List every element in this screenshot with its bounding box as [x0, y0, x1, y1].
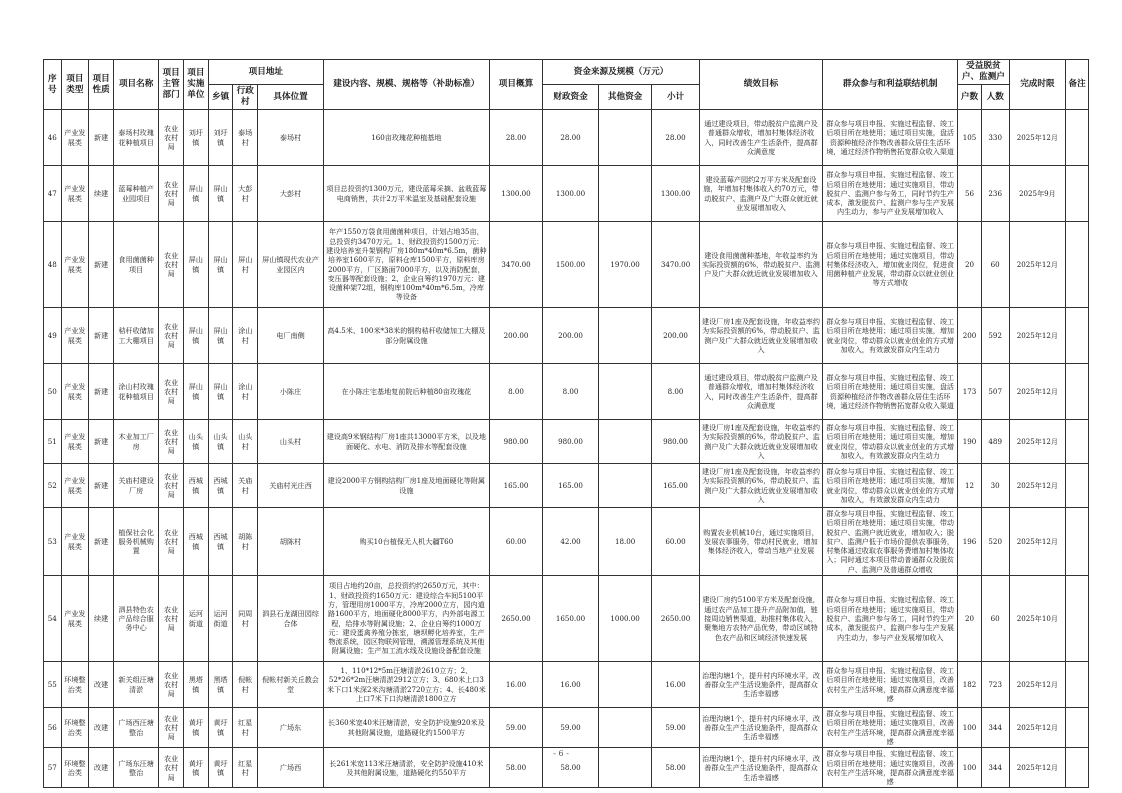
other-cell: 18.00	[598, 508, 652, 576]
header-goal: 绩效目标	[699, 60, 823, 110]
content-cell: 1、110*12*5m汪塘清淤2610立方；2、52*26*2m汪塘清淤2912立方；3、680米上口3米下口1米深2米沟塘清淤2720立方；4、长480米上口7米下口沟塘清淤1800立方	[323, 662, 489, 708]
village-cell: 涂山村	[233, 308, 258, 364]
location-cell: 广场西	[258, 748, 324, 788]
nature-cell: 新建	[89, 364, 114, 420]
location-cell: 泗县石龙湖田园综合体	[258, 576, 324, 662]
content-cell: 长261米宽113米汪塘清淤，安全防护设施410米及其他附属设施，道路硬化约550平方	[323, 748, 489, 788]
name-cell: 蓝莓种植产业园项目	[113, 166, 158, 222]
seq-cell: 53	[44, 508, 62, 576]
table-row	[44, 308, 1089, 364]
village-cell: 同周村	[233, 576, 258, 662]
seq-cell: 47	[44, 166, 62, 222]
deadline-cell: 2025年9月	[1009, 166, 1066, 222]
subtotal-cell: 165.00	[652, 464, 699, 508]
town-cell: 黄圩镇	[208, 748, 233, 788]
header-dept: 项目主管部门	[159, 60, 184, 110]
seq-cell: 52	[44, 464, 62, 508]
town-cell: 黄圩镇	[208, 708, 233, 748]
goal-cell: 治理沟塘1个，提升村内环境水平，改善群众生产生活设施条件，提高群众生活幸福感	[699, 662, 823, 708]
town-cell: 西城镇	[208, 508, 233, 576]
impl-cell: 屏山镇	[183, 364, 208, 420]
impl-cell: 屏山镇	[183, 166, 208, 222]
subtotal-cell: 60.00	[652, 508, 699, 576]
fiscal-cell: 980.00	[543, 420, 599, 464]
people-cell: 60	[981, 222, 1009, 308]
people-cell: 344	[981, 748, 1009, 788]
impl-cell: 运河街道	[183, 576, 208, 662]
dept-cell: 农业农村局	[159, 110, 184, 166]
header-budget: 项目概算	[489, 60, 543, 110]
households-cell: 100	[958, 748, 982, 788]
impl-cell: 西城镇	[183, 508, 208, 576]
households-cell: 20	[958, 576, 982, 662]
mechanism-cell: 群众参与项目申报、实施过程监督、竣工后项目所在地使用；通过项目实施，增加就业岗位，带动群众以就业创业的方式增加收入，有效激发群众内生动力	[823, 420, 958, 464]
remark-cell	[1066, 110, 1089, 166]
type-cell: 产业发展类	[61, 110, 89, 166]
type-cell: 产业发展类	[61, 166, 89, 222]
fiscal-cell: 1650.00	[543, 576, 599, 662]
remark-cell	[1066, 508, 1089, 576]
table-row	[44, 508, 1089, 576]
mechanism-cell: 群众参与项目申报、实施过程监督、竣工后项目所在地使用；通过实施项目，带动脱贫户、监测户参与务工，同时节约生产成本，激发脱贫户、监测户参与生产发展内生动力，参与产业发展增加收入	[823, 576, 958, 662]
name-cell: 关庙村建设厂房	[113, 464, 158, 508]
seq-cell: 46	[44, 110, 62, 166]
budget-cell: 980.00	[489, 420, 543, 464]
name-cell: 植保社会化服务机械购置	[113, 508, 158, 576]
households-cell: 182	[958, 662, 982, 708]
village-cell: 泰场村	[233, 110, 258, 166]
town-cell: 屏山镇	[208, 222, 233, 308]
people-cell: 507	[981, 364, 1009, 420]
mechanism-cell: 群众参与项目申报、实施过程监督、竣工后项目所在地使用；通过实施项目，改善农村生产生活环境，提高群众满意度幸福感	[823, 748, 958, 788]
mechanism-cell: 群众参与项目申报、实施过程监督、竣工后项目所在地使用；通过项目实施，盘活资源种植经济作物改善群众居住生活环境，通过经济作物销售拓宽群众收入渠道	[823, 110, 958, 166]
subtotal-cell: 2650.00	[652, 576, 699, 662]
content-cell: 建设2000平方钢构结构厂房1座及地面硬化等附属设施	[323, 464, 489, 508]
budget-cell: 200.00	[489, 308, 543, 364]
people-cell: 60	[981, 576, 1009, 662]
households-cell: 200	[958, 308, 982, 364]
impl-cell: 刘圩镇	[183, 110, 208, 166]
name-cell: 秸秆收储加工大棚项目	[113, 308, 158, 364]
table-row	[44, 222, 1089, 308]
budget-cell: 28.00	[489, 110, 543, 166]
mechanism-cell: 群众参与项目申报、实施过程监督、竣工后项目所在地使用；通过项目实施，增加就业岗位，带动群众以就业创业的方式增加收入，有效激发群众内生动力	[823, 308, 958, 364]
other-cell	[598, 708, 652, 748]
fiscal-cell: 28.00	[543, 110, 599, 166]
header-benefit: 受益脱贫户、监测户	[958, 60, 1009, 85]
remark-cell	[1066, 364, 1089, 420]
village-cell: 红星村	[233, 748, 258, 788]
fiscal-cell: 8.00	[543, 364, 599, 420]
village-cell: 关庙村	[233, 464, 258, 508]
type-cell: 产业发展类	[61, 308, 89, 364]
other-cell	[598, 110, 652, 166]
name-cell: 泰场村玫瑰花种植项目	[113, 110, 158, 166]
nature-cell: 改建	[89, 662, 114, 708]
header-village: 行政村	[233, 85, 258, 110]
remark-cell	[1066, 576, 1089, 662]
header-fiscal: 财政资金	[543, 85, 599, 110]
fiscal-cell: 1500.00	[543, 222, 599, 308]
goal-cell: 建设蓝莓产园约2万平方米及配套设施，年增加村集体收入约70万元，带动脱贫户、监测户及广大群众就近就业发展增加收入	[699, 166, 823, 222]
subtotal-cell: 1300.00	[652, 166, 699, 222]
header-address: 项目地址	[208, 60, 323, 85]
type-cell: 产业发展类	[61, 222, 89, 308]
location-cell: 倪帐村新关丘教会堂	[258, 662, 324, 708]
village-cell: 倪帐村	[233, 662, 258, 708]
goal-cell: 治理沟塘1个，提升村内环境水平，改善群众生产生活设施条件，提高群众生活幸福感	[699, 708, 823, 748]
type-cell: 环境整治类	[61, 708, 89, 748]
dept-cell: 农业农村局	[159, 364, 184, 420]
remark-cell	[1066, 222, 1089, 308]
impl-cell: 黑塔镇	[183, 662, 208, 708]
dept-cell: 农业农村局	[159, 222, 184, 308]
header-nature: 项目性质	[89, 60, 114, 110]
village-cell: 胡陈村	[233, 508, 258, 576]
table-row	[44, 420, 1089, 464]
seq-cell: 50	[44, 364, 62, 420]
people-cell: 592	[981, 308, 1009, 364]
location-cell: 关庙村光庄西	[258, 464, 324, 508]
fiscal-cell: 165.00	[543, 464, 599, 508]
fiscal-cell: 16.00	[543, 662, 599, 708]
name-cell: 广场东汪塘整治	[113, 748, 158, 788]
name-cell: 广场西汪塘整治	[113, 708, 158, 748]
header-funding: 资金来源及规模（万元）	[543, 60, 699, 85]
remark-cell	[1066, 662, 1089, 708]
remark-cell	[1066, 464, 1089, 508]
other-cell	[598, 364, 652, 420]
mechanism-cell: 群众参与项目申报、实施过程监督、竣工后项目所在地使用；通过项目实施，盘活资源种植经济作物改善群众居住生活环境，通过经济作物销售拓宽群众收入渠道	[823, 364, 958, 420]
deadline-cell: 2025年12月	[1009, 364, 1066, 420]
remark-cell	[1066, 420, 1089, 464]
village-cell: 山头村	[233, 420, 258, 464]
name-cell: 泗县特色农产品综合服务中心	[113, 576, 158, 662]
fiscal-cell: 58.00	[543, 748, 599, 788]
deadline-cell: 2025年12月	[1009, 420, 1066, 464]
goal-cell: 建设厂房1座及配套设施，年收益率约为实际投资额的6%，带动脱贫户、监测户及广大群众就近就业发展增加收入	[699, 420, 823, 464]
header-impl: 项目实施单位	[183, 60, 208, 110]
location-cell: 广场东	[258, 708, 324, 748]
households-cell: 100	[958, 708, 982, 748]
nature-cell: 改建	[89, 748, 114, 788]
deadline-cell: 2025年12月	[1009, 222, 1066, 308]
nature-cell: 新建	[89, 308, 114, 364]
seq-cell: 55	[44, 662, 62, 708]
town-cell: 屏山镇	[208, 166, 233, 222]
table-row	[44, 576, 1089, 662]
people-cell: 30	[981, 464, 1009, 508]
project-table	[43, 59, 1089, 788]
deadline-cell: 2025年12月	[1009, 508, 1066, 576]
town-cell: 屏山镇	[208, 364, 233, 420]
people-cell: 520	[981, 508, 1009, 576]
dept-cell: 农业农村局	[159, 576, 184, 662]
dept-cell: 农业农村局	[159, 508, 184, 576]
seq-cell: 54	[44, 576, 62, 662]
table-row	[44, 110, 1089, 166]
type-cell: 产业发展类	[61, 364, 89, 420]
content-cell: 项目占地约20亩，总投资约约2650万元，其中：1、财政投资约1650万元：建设综合车间5100平方，管理用房1000平方，冷库2000立方，园内道路1600平方，地面硬化8000平方，内外部电源工程，给排水等附属设施；2、企业自筹约1000万元：建设蛋禽养殖分拣室，塘坝孵化培养室，生产物流系统，园区物联网管理，溯源管理系统及其他附属设施；生产加工流水线及设施设备配套设施	[323, 576, 489, 662]
content-cell: 160亩玫瑰花种植基地	[323, 110, 489, 166]
content-cell: 年产1550万袋食用菌菌种项目，计划占地35亩，总投资约3470万元。1、财政投资约1500万元：建设培养室升架钢构厂房180m*40m*6.5m，菌种培养室1600平方，原料仓库1500平方，原料库房2000平方，厂区路面7000平方，以及消防配套，变压器等配套设施；2、企业自筹约1970万元：建设菌种架72组，钢构库100m*40m*6.5m，冷库等设备	[323, 222, 489, 308]
type-cell: 环境整治类	[61, 662, 89, 708]
people-cell: 330	[981, 110, 1009, 166]
nature-cell: 续建	[89, 166, 114, 222]
header-remark: 备注	[1066, 60, 1089, 110]
goal-cell: 通过建设项目，带动脱贫户监测户及普通群众增收，增加村集体经济收入，同时改善生产生活条件，提高群众满意度	[699, 364, 823, 420]
deadline-cell: 2025年10月	[1009, 576, 1066, 662]
goal-cell: 通过建设项目，带动脱贫户监测户及普通群众增收，增加村集体经济收入，同时改善生产生活条件，提高群众满意度	[699, 110, 823, 166]
subtotal-cell: 28.00	[652, 110, 699, 166]
fiscal-cell: 59.00	[543, 708, 599, 748]
village-cell: 大彭村	[233, 166, 258, 222]
town-cell: 山头镇	[208, 420, 233, 464]
town-cell: 屏山镇	[208, 308, 233, 364]
seq-cell: 56	[44, 708, 62, 748]
budget-cell: 59.00	[489, 708, 543, 748]
header-other: 其他资金	[598, 85, 652, 110]
dept-cell: 农业农村局	[159, 420, 184, 464]
subtotal-cell: 58.00	[652, 748, 699, 788]
goal-cell: 建设厂房1座及配套设施，年收益率约为实际投资额的6%，带动脱贫户、监测户及广大群众就近就业发展增加收入	[699, 308, 823, 364]
households-cell: 12	[958, 464, 982, 508]
other-cell	[598, 662, 652, 708]
budget-cell: 16.00	[489, 662, 543, 708]
header-deadline: 完成时限	[1009, 60, 1066, 110]
location-cell: 山头村	[258, 420, 324, 464]
header-mechanism: 群众参与和利益联结机制	[823, 60, 958, 110]
impl-cell: 黄圩镇	[183, 708, 208, 748]
budget-cell: 60.00	[489, 508, 543, 576]
impl-cell: 西城镇	[183, 464, 208, 508]
subtotal-cell: 3470.00	[652, 222, 699, 308]
header-content: 建设内容、规模、规格等（补助标准）	[323, 60, 489, 110]
dept-cell: 农业农村局	[159, 308, 184, 364]
nature-cell: 新建	[89, 420, 114, 464]
town-cell: 运河街道	[208, 576, 233, 662]
budget-cell: 165.00	[489, 464, 543, 508]
goal-cell: 建设厂房约5100平方米及配套设施，通过农产品加工提升产品附加值，链接周边销售渠道，助推村集体收入，聚集地方农特产品优势，带动区域特色农产品和区域经济快速发展	[699, 576, 823, 662]
mechanism-cell: 群众参与项目申报、实施过程监督、竣工后项目所在地使用；通过项目实施，带动脱贫户、监测户就近就业，增加收入；脱贫户、监测户低于市场价提供农事服务，村集体通过收取农事服务费增加村集体收入；同时通过本项目带动普通群众及脱贫户、监测户及普通群众增收	[823, 508, 958, 576]
type-cell: 产业发展类	[61, 420, 89, 464]
dept-cell: 农业农村局	[159, 166, 184, 222]
location-cell: 大彭村	[258, 166, 324, 222]
impl-cell: 山头镇	[183, 420, 208, 464]
deadline-cell: 2025年12月	[1009, 662, 1066, 708]
goal-cell: 建设食用菌菌种基地，年收益率约为实际投资额的6%，带动脱贫户、监测户及广大群众就近就业发展增加收入	[699, 222, 823, 308]
households-cell: 190	[958, 420, 982, 464]
remark-cell	[1066, 166, 1089, 222]
header-type: 项目类型	[61, 60, 89, 110]
other-cell	[598, 464, 652, 508]
subtotal-cell: 980.00	[652, 420, 699, 464]
nature-cell: 新建	[89, 464, 114, 508]
other-cell	[598, 308, 652, 364]
households-cell: 105	[958, 110, 982, 166]
header-seq: 序号	[44, 60, 62, 110]
budget-cell: 58.00	[489, 748, 543, 788]
header-name: 项目名称	[113, 60, 158, 110]
people-cell: 236	[981, 166, 1009, 222]
subtotal-cell: 8.00	[652, 364, 699, 420]
content-cell: 项目总投资约1300万元，建设蓝莓采摘、盆栽蓝莓电商销售，共计2万平米温室及基础配套设施	[323, 166, 489, 222]
impl-cell: 屏山镇	[183, 222, 208, 308]
people-cell: 723	[981, 662, 1009, 708]
name-cell: 新关组汪塘清淤	[113, 662, 158, 708]
mechanism-cell: 群众参与项目申报、实施过程监督、竣工后项目所在地使用；通过实施项目，带动脱贫户、监测户参与务工，同时节约生产成本，激发脱贫户、监测户参与生产发展内生动力，参与产业发展增加收入	[823, 166, 958, 222]
mechanism-cell: 群众参与项目申报、实施过程监督、竣工后项目所在地使用；通过实施项目，带动村集体经济收入，增加就业岗位，促进食用菌种植产业发展，带动群众以就业创业等方式增收	[823, 222, 958, 308]
other-cell	[598, 420, 652, 464]
households-cell: 196	[958, 508, 982, 576]
deadline-cell: 2025年12月	[1009, 110, 1066, 166]
people-cell: 344	[981, 708, 1009, 748]
name-cell: 食用菌菌种项目	[113, 222, 158, 308]
other-cell	[598, 166, 652, 222]
town-cell: 黑塔镇	[208, 662, 233, 708]
seq-cell: 48	[44, 222, 62, 308]
deadline-cell: 2025年12月	[1009, 708, 1066, 748]
header-people: 人数	[981, 85, 1009, 110]
content-cell: 建设高9米钢结构厂房1座共13000平方米，以及地面硬化、水电、消防及排水等配套设施	[323, 420, 489, 464]
dept-cell: 农业农村局	[159, 662, 184, 708]
content-cell: 购买10台植保无人机大疆T60	[323, 508, 489, 576]
header-location: 具体位置	[258, 85, 324, 110]
budget-cell: 8.00	[489, 364, 543, 420]
location-cell: 电厂南侧	[258, 308, 324, 364]
name-cell: 涂山村玫瑰花种植项目	[113, 364, 158, 420]
village-cell: 涂山村	[233, 364, 258, 420]
deadline-cell: 2025年12月	[1009, 748, 1066, 788]
header-subtotal: 小计	[652, 85, 699, 110]
location-cell: 泰场村	[258, 110, 324, 166]
remark-cell	[1066, 308, 1089, 364]
dept-cell: 农业农村局	[159, 464, 184, 508]
remark-cell	[1066, 708, 1089, 748]
dept-cell: 农业农村局	[159, 708, 184, 748]
page-number: - 6 -	[553, 749, 569, 758]
header-town: 乡镇	[208, 85, 233, 110]
content-cell: 在小陈庄宅基地复前院后种植80亩玫瑰花	[323, 364, 489, 420]
mechanism-cell: 群众参与项目申报、实施过程监督、竣工后项目所在地使用；通过实施项目，改善农村生产生活环境，提高群众满意度幸福感	[823, 662, 958, 708]
seq-cell: 57	[44, 748, 62, 788]
other-cell: 1000.00	[598, 576, 652, 662]
nature-cell: 新建	[89, 508, 114, 576]
location-cell: 胡陈村	[258, 508, 324, 576]
goal-cell: 购置农业机械10台，通过实施项目，发展农事服务，带动村民就业，增加集体经济收入，带动当地产业发展	[699, 508, 823, 576]
mechanism-cell: 群众参与项目申报、实施过程监督、竣工后项目所在地使用；通过项目实施，增加就业岗位，带动群众以就业创业的方式增加收入，有效激发群众内生动力	[823, 464, 958, 508]
location-cell: 小陈庄	[258, 364, 324, 420]
households-cell: 173	[958, 364, 982, 420]
mechanism-cell: 群众参与项目申报、实施过程监督、竣工后项目所在地使用；通过实施项目，改善农村生产生活环境，提高群众满意度幸福感	[823, 708, 958, 748]
nature-cell: 新建	[89, 222, 114, 308]
dept-cell: 农业农村局	[159, 748, 184, 788]
budget-cell: 3470.00	[489, 222, 543, 308]
deadline-cell: 2025年12月	[1009, 308, 1066, 364]
nature-cell: 改建	[89, 708, 114, 748]
deadline-cell: 2025年12月	[1009, 464, 1066, 508]
seq-cell: 49	[44, 308, 62, 364]
other-cell: 1970.00	[598, 222, 652, 308]
content-cell: 高4.5米、100米*38米的钢构秸秆收储加工大棚及部分附属设施	[323, 308, 489, 364]
fiscal-cell: 1300.00	[543, 166, 599, 222]
table-body	[44, 110, 1089, 788]
fiscal-cell: 42.00	[543, 508, 599, 576]
people-cell: 489	[981, 420, 1009, 464]
location-cell: 屏山镇现代农业产业园区内	[258, 222, 324, 308]
table-row	[44, 464, 1089, 508]
seq-cell: 51	[44, 420, 62, 464]
fiscal-cell: 200.00	[543, 308, 599, 364]
type-cell: 产业发展类	[61, 576, 89, 662]
subtotal-cell: 200.00	[652, 308, 699, 364]
table-row	[44, 708, 1089, 748]
table-row	[44, 662, 1089, 708]
table-row	[44, 364, 1089, 420]
budget-cell: 1300.00	[489, 166, 543, 222]
subtotal-cell: 59.00	[652, 708, 699, 748]
table-row	[44, 166, 1089, 222]
households-cell: 56	[958, 166, 982, 222]
village-cell: 红星村	[233, 708, 258, 748]
content-cell: 长360米宽40米汪塘清淤，安全防护设施920米及其他附属设施，道路硬化约1500平方	[323, 708, 489, 748]
town-cell: 西城镇	[208, 464, 233, 508]
subtotal-cell: 16.00	[652, 662, 699, 708]
households-cell: 20	[958, 222, 982, 308]
name-cell: 木业加工厂房	[113, 420, 158, 464]
goal-cell: 建设厂房1座及配套设施，年收益率约为实际投资额的6%，带动脱贫户、监测户及广大群众就近就业发展增加收入	[699, 464, 823, 508]
type-cell: 产业发展类	[61, 464, 89, 508]
village-cell: 屏山村	[233, 222, 258, 308]
type-cell: 产业发展类	[61, 508, 89, 576]
nature-cell: 续建	[89, 576, 114, 662]
type-cell: 环境整治类	[61, 748, 89, 788]
goal-cell: 治理沟塘1个，提升村内环境水平，改善群众生产生活设施条件，提高群众生活幸福感	[699, 748, 823, 788]
town-cell: 刘圩镇	[208, 110, 233, 166]
nature-cell: 新建	[89, 110, 114, 166]
header-households: 户数	[958, 85, 982, 110]
budget-cell: 2650.00	[489, 576, 543, 662]
impl-cell: 屏山镇	[183, 308, 208, 364]
impl-cell: 黄圩镇	[183, 748, 208, 788]
